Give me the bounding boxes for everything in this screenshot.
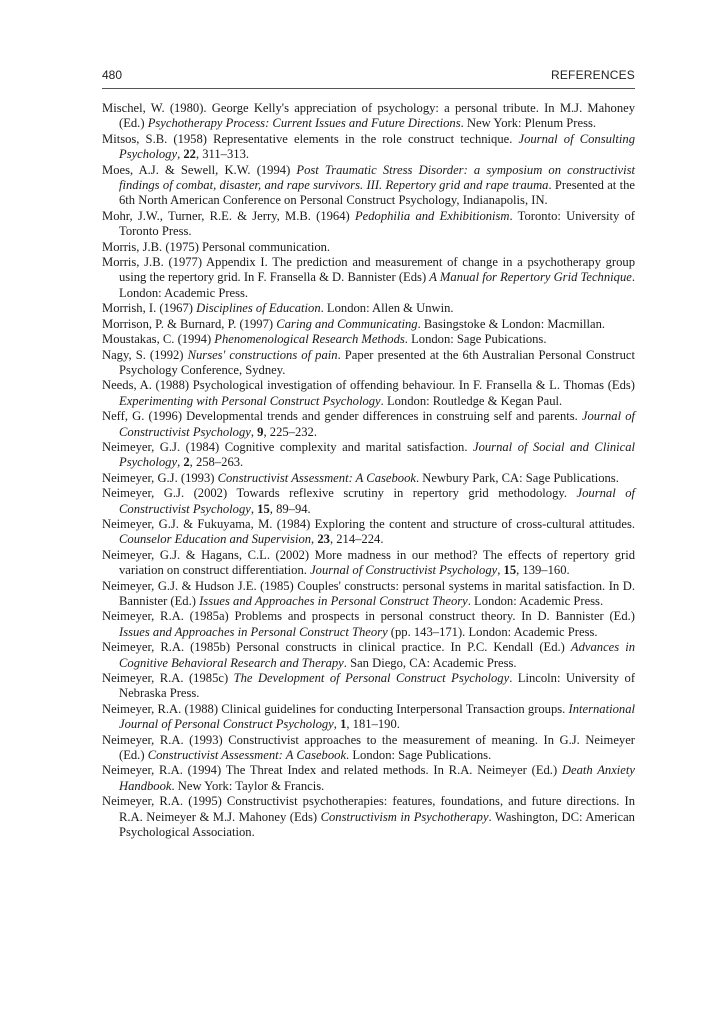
reference-text: , 214–224. bbox=[329, 532, 384, 547]
reference-text: Neimeyer, R.A. (1995) Constructivist psychotherapies: features, foundations, and future directions. In R.A. Neimeyer & M.J. Mahoney (Eds) bbox=[102, 794, 635, 824]
reference-title: Disciplines of Education bbox=[196, 301, 321, 316]
reference-entry bbox=[102, 794, 635, 840]
reference-title: Death Anxiety Handbook bbox=[119, 763, 635, 793]
reference-text: . London: Academic Press. bbox=[467, 594, 604, 608]
reference-text: Morris, J.B. (1977) Appendix I. The prediction and measurement of change in a psychotherapy group using the repertory grid. In F. Fransella & D. Bannister (Eds) bbox=[102, 255, 635, 285]
reference-title: Constructivist Assessment: A Casebook bbox=[217, 470, 416, 485]
reference-title: Nurses' constructions of pain bbox=[187, 347, 338, 362]
reference-text: Neimeyer, R.A. (1985c) bbox=[102, 671, 234, 686]
reference-text: Morrison, P. & Burnard, P. (1997) bbox=[102, 316, 277, 331]
reference-entry bbox=[102, 132, 635, 163]
reference-text: Nagy, S. (1992) bbox=[102, 347, 188, 362]
reference-text: . New York: Taylor & Francis. bbox=[171, 778, 325, 793]
running-header bbox=[102, 68, 635, 86]
reference-title: Journal of Constructivist Psychology bbox=[119, 409, 636, 439]
reference-volume: 2 bbox=[183, 455, 190, 470]
reference-title: Constructivism in Psychotherapy bbox=[320, 809, 489, 824]
reference-volume: 22 bbox=[183, 147, 196, 162]
reference-title: Caring and Communicating bbox=[276, 316, 418, 331]
reference-text: . New York: Plenum Press. bbox=[460, 116, 597, 131]
reference-text: , bbox=[177, 147, 184, 162]
reference-text: . Newbury Park, CA: Sage Publications. bbox=[415, 470, 619, 485]
reference-entry bbox=[102, 733, 635, 764]
reference-title: Pedophilia and Exhibitionism bbox=[354, 208, 510, 223]
reference-text: . Lincoln: University of Nebraska Press. bbox=[119, 671, 636, 701]
reference-text: , bbox=[311, 532, 318, 547]
reference-text: . London: Routledge & Kegan Paul. bbox=[380, 393, 563, 408]
reference-entry bbox=[102, 640, 635, 671]
reference-entry bbox=[102, 209, 635, 240]
reference-entry bbox=[102, 440, 635, 471]
reference-entry bbox=[102, 163, 635, 209]
reference-entry bbox=[102, 702, 635, 733]
reference-text: . London: Sage Publications. bbox=[346, 748, 492, 763]
reference-text: Mohr, J.W., Turner, R.E. & Jerry, M.B. (1964) bbox=[102, 208, 355, 223]
reference-title: Advances in Cognitive Behavioral Research and Therapy bbox=[119, 640, 635, 670]
reference-volume: 15 bbox=[503, 563, 517, 578]
reference-entry bbox=[102, 240, 635, 255]
reference-entry bbox=[102, 378, 635, 409]
reference-text: , 89–94. bbox=[269, 501, 311, 516]
reference-text: . Paper presented at the 6th Australian Personal Construct Psychology Conference, Sydney. bbox=[119, 347, 635, 377]
reference-title: Counselor Education and Supervision bbox=[119, 532, 312, 547]
reference-text: , bbox=[250, 424, 258, 439]
reference-text: . London: Allen & Unwin. bbox=[320, 301, 454, 316]
reference-text: Moes, A.J. & Sewell, K.W. (1994) bbox=[102, 162, 297, 177]
header-rule bbox=[102, 88, 635, 89]
reference-entry bbox=[102, 517, 635, 548]
reference-text: , bbox=[250, 501, 258, 516]
reference-text: Neimeyer, R.A. (1985b) Personal constructs in clinical practice. In P.C. Kendall (Ed.) bbox=[102, 640, 571, 655]
reference-title: Post Traumatic Stress Disorder: a symposium on constructivist findings of combat, disaster, and rape survivors. III. Repertory grid and rape trauma bbox=[119, 162, 635, 193]
reference-text: Neimeyer, G.J. (1993) bbox=[102, 470, 218, 485]
reference-text: , bbox=[177, 455, 184, 470]
reference-list bbox=[102, 101, 635, 841]
reference-text: Mitsos, S.B. (1958) Representative elements in the role construct technique. bbox=[102, 131, 519, 146]
reference-entry bbox=[102, 471, 635, 486]
reference-volume: 23 bbox=[317, 532, 330, 547]
reference-text: . San Diego, CA: Academic Press. bbox=[343, 655, 517, 670]
reference-text: Neimeyer, G.J. & Fukuyama, M. (1984) Exploring the content and structure of cross-cultural attitudes. bbox=[102, 516, 635, 531]
reference-title: Journal of Social and Clinical Psychology bbox=[119, 439, 635, 470]
reference-text: . Presented at the 6th North American Conference on Personal Construct Psychology, Indianapolis, IN. bbox=[119, 178, 635, 208]
page-number: 480 bbox=[102, 68, 123, 82]
reference-text: . London: Academic Press. bbox=[119, 270, 635, 300]
reference-text: , bbox=[497, 563, 504, 578]
reference-text: Morrish, I. (1967) bbox=[102, 301, 197, 316]
reference-entry bbox=[102, 332, 635, 347]
reference-text: . Washington, DC: American Psychological Association. bbox=[119, 809, 635, 840]
reference-text: Neimeyer, G.J. & Hudson J.E. (1985) Couples' constructs: personal systems in marital satisfaction. In D. Bannister (Ed.) bbox=[102, 578, 635, 608]
reference-text: Neimeyer, G.J. & Hagans, C.L. (2002) More madness in our method? The effects of repertory grid variation on construct differentiation. bbox=[102, 547, 635, 578]
reference-text: , bbox=[333, 717, 341, 732]
reference-text: Neimeyer, R.A. (1994) The Threat Index and related methods. In R.A. Neimeyer (Ed.) bbox=[102, 763, 562, 778]
reference-title: Psychotherapy Process: Current Issues and Future Directions bbox=[147, 116, 461, 131]
reference-title: Journal of Consulting Psychology bbox=[119, 131, 635, 162]
reference-title: International Journal of Personal Construct Psychology bbox=[119, 701, 635, 732]
reference-entry bbox=[102, 301, 635, 316]
section-title: REFERENCES bbox=[550, 68, 635, 82]
reference-entry bbox=[102, 609, 635, 640]
reference-volume: 1 bbox=[340, 717, 347, 732]
reference-volume: 15 bbox=[257, 501, 270, 516]
reference-entry bbox=[102, 317, 635, 332]
reference-text: Neimeyer, R.A. (1985a) Problems and prospects in personal construct theory. In D. Bannister (Ed.) bbox=[102, 609, 635, 624]
reference-title: Experimenting with Personal Construct Psychology bbox=[119, 393, 381, 408]
reference-title: Phenomenological Research Methods bbox=[214, 332, 405, 347]
reference-text: , 311–313. bbox=[195, 147, 250, 162]
reference-entry bbox=[102, 486, 635, 517]
reference-text: . Basingstoke & London: Macmillan. bbox=[417, 316, 606, 331]
reference-title: Constructivist Assessment: A Casebook bbox=[147, 748, 347, 763]
reference-text: . London: Sage Pubications. bbox=[404, 332, 547, 347]
reference-text: (pp. 143–171). London: Academic Press. bbox=[387, 624, 598, 639]
reference-entry bbox=[102, 671, 635, 702]
reference-text: Neimeyer, G.J. (1984) Cognitive complexity and marital satisfaction. bbox=[102, 439, 473, 454]
reference-entry bbox=[102, 101, 635, 132]
reference-text: Needs, A. (1988) Psychological investigation of offending behaviour. In F. Fransella & L. Thomas (Eds) bbox=[102, 378, 635, 393]
reference-text: , 139–160. bbox=[516, 563, 570, 578]
reference-entry bbox=[102, 255, 635, 301]
reference-title: Issues and Approaches in Personal Construct Theory bbox=[199, 594, 468, 608]
reference-text: , 181–190. bbox=[346, 717, 400, 732]
reference-entry bbox=[102, 579, 635, 610]
reference-title: Issues and Approaches in Personal Construct Theory bbox=[119, 624, 388, 639]
reference-entry bbox=[102, 409, 635, 440]
reference-text: Morris, J.B. (1975) Personal communication. bbox=[102, 239, 331, 254]
reference-text: , 225–232. bbox=[263, 424, 317, 439]
reference-text: Neimeyer, R.A. (1993) Constructivist approaches to the measurement of meaning. In G.J. Neimeyer (Ed.) bbox=[102, 732, 635, 763]
reference-entry bbox=[102, 763, 635, 794]
reference-text: Neimeyer, G.J. (2002) Towards reflexive scrutiny in repertory grid methodology. bbox=[102, 486, 577, 501]
reference-title: Journal of Constructivist Psychology bbox=[310, 563, 498, 578]
reference-title: The Development of Personal Construct Psychology bbox=[233, 671, 510, 686]
reference-text: , 258–263. bbox=[189, 455, 244, 470]
reference-text: Moustakas, C. (1994) bbox=[102, 332, 215, 347]
reference-text: . Toronto: University of Toronto Press. bbox=[119, 208, 635, 239]
reference-title: A Manual for Repertory Grid Technique bbox=[429, 270, 632, 285]
reference-title: Journal of Constructivist Psychology bbox=[119, 486, 635, 516]
reference-text: Neff, G. (1996) Developmental trends and gender differences in construing self and parents. bbox=[102, 409, 582, 424]
reference-entry bbox=[102, 348, 635, 379]
reference-text: Mischel, W. (1980). George Kelly's appreciation of psychology: a personal tribute. In M.J. Mahoney (Ed.) bbox=[102, 101, 635, 131]
reference-volume: 9 bbox=[257, 424, 264, 439]
reference-text: Neimeyer, R.A. (1988) Clinical guidelines for conducting Interpersonal Transaction groups. bbox=[102, 701, 569, 716]
reference-entry bbox=[102, 548, 635, 579]
